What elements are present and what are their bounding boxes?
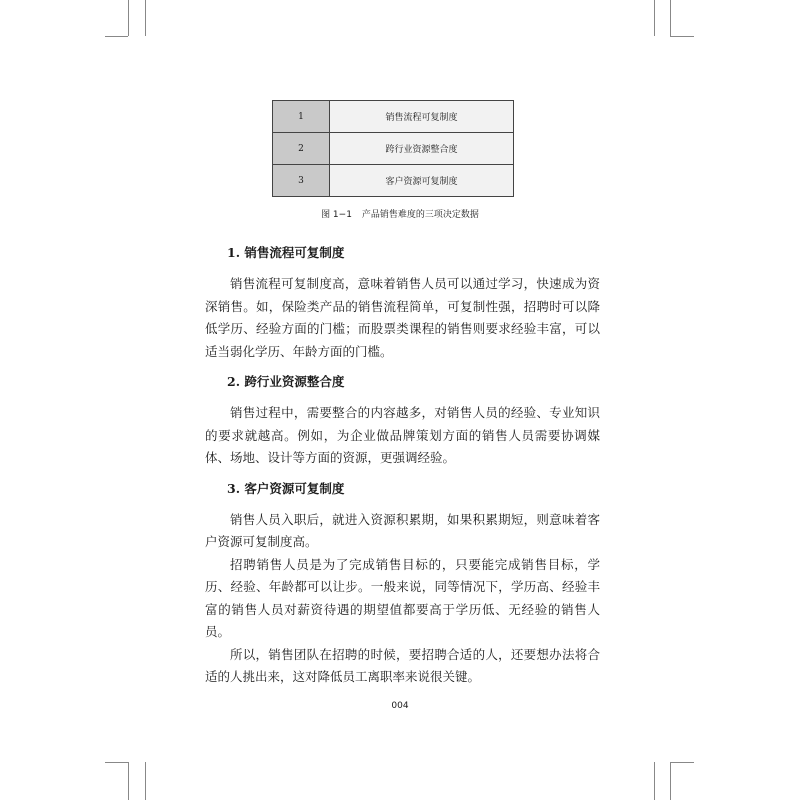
body-text — [205, 242, 600, 689]
section-heading: 2. 跨行业资源整合度 — [227, 374, 345, 389]
crop-mark — [670, 0, 671, 36]
crop-mark — [105, 762, 128, 763]
section-heading: 3. 客户资源可复制度 — [227, 480, 345, 496]
crop-mark — [105, 36, 128, 37]
page-number: 004 — [391, 701, 409, 711]
crop-mark — [670, 762, 694, 763]
figure-caption-text: 产品销售难度的三项决定数据 — [361, 210, 479, 220]
table-row — [273, 101, 514, 133]
crop-mark — [128, 762, 129, 800]
figure-number: 图 1−1 — [321, 210, 352, 220]
crop-mark — [670, 36, 694, 37]
paragraph: 销售流程可复制度高，意味着销售人员可以通过学习，快速成为资深销售。如，保险类产品的销售流程简单，可复制性强，招聘时可以降低学历、经验方面的门槛；而股票类课程的销售则要求经验丰富，可以适当弱化学历、年龄方面的门槛。 — [205, 276, 600, 359]
row-number: 1 — [273, 101, 330, 133]
crop-mark — [654, 762, 655, 800]
paragraph: 销售过程中，需要整合的内容越多，对销售人员的经验、专业知识的要求就越高。例如，为企业做品牌策划方面的销售人员需要协调媒体、场地、设计等方面的资源，更强调经验。 — [205, 405, 600, 465]
crop-mark — [128, 0, 129, 36]
section-heading: 1. 销售流程可复制度 — [227, 245, 345, 260]
crop-mark — [145, 762, 146, 800]
table-row — [273, 133, 514, 165]
crop-mark — [670, 762, 671, 800]
crop-mark — [145, 0, 146, 36]
figure-table — [272, 100, 514, 197]
row-number: 3 — [273, 165, 330, 197]
paragraph: 销售人员入职后，就进入资源积累期，如果积累期短，则意味着客户资源可复制度高。 — [205, 511, 600, 549]
row-label: 跨行业资源整合度 — [330, 133, 514, 165]
table-row — [273, 165, 514, 197]
paragraph: 所以，销售团队在招聘的时候，要招聘合适的人，还要想办法将合适的人挑出来，这对降低员工离职率来说很关键。 — [205, 646, 600, 684]
figure-caption — [0, 207, 800, 220]
row-label: 客户资源可复制度 — [330, 165, 514, 197]
paragraph: 招聘销售人员是为了完成销售目标的，只要能完成销售目标，学历、经验、年龄都可以让步。一般来说，同等情况下，学历高、经验丰富的销售人员对薪资待遇的期望值都要高于学历低、无经验的销售人员。 — [205, 556, 600, 639]
crop-mark — [654, 0, 655, 36]
row-label: 销售流程可复制度 — [330, 101, 514, 133]
row-number: 2 — [273, 133, 330, 165]
